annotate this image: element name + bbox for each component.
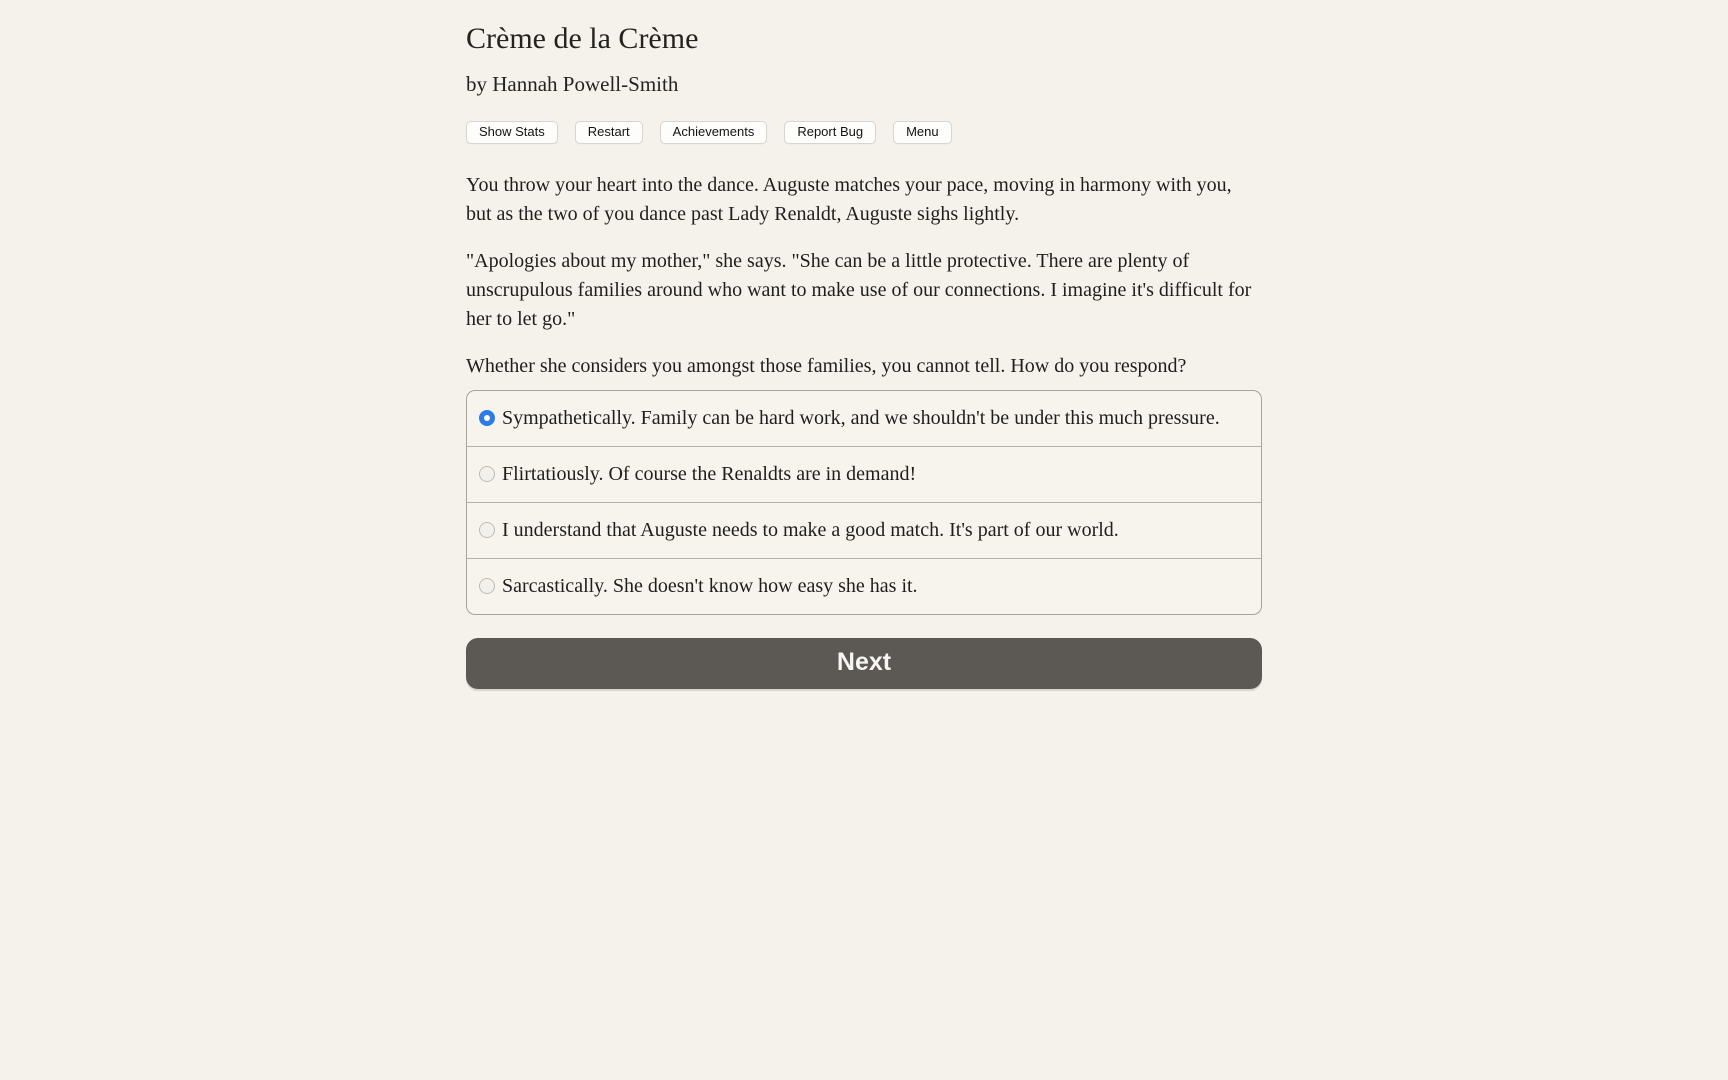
radio-button-icon[interactable] xyxy=(479,466,495,482)
choice-group xyxy=(466,390,1262,615)
toolbar xyxy=(466,121,1262,144)
show-stats-button[interactable]: Show Stats xyxy=(466,121,558,144)
story-text xyxy=(466,171,1262,381)
author-byline: by Hannah Powell-Smith xyxy=(466,72,679,96)
choice-option-sarcastically[interactable] xyxy=(467,559,1261,614)
radio-button-icon[interactable] xyxy=(479,410,495,426)
story-column xyxy=(466,0,1262,689)
choice-label: I understand that Auguste needs to make a good match. It's part of our world. xyxy=(502,519,1119,541)
achievements-button[interactable]: Achievements xyxy=(660,121,768,144)
choice-label: Sarcastically. She doesn't know how easy she has it. xyxy=(502,575,918,597)
report-bug-button[interactable]: Report Bug xyxy=(784,121,876,144)
radio-button-icon[interactable] xyxy=(479,578,495,594)
page-title: Crème de la Crème xyxy=(466,22,699,55)
next-button[interactable]: Next xyxy=(466,638,1262,689)
menu-button[interactable]: Menu xyxy=(893,121,952,144)
choice-label: Sympathetically. Family can be hard work, and we shouldn't be under this much pressure. xyxy=(502,407,1220,429)
story-paragraph: You throw your heart into the dance. Auguste matches your pace, moving in harmony with you, but as the two of you dance past Lady Renaldt, Auguste sighs lightly. xyxy=(466,174,1232,225)
radio-button-icon[interactable] xyxy=(479,522,495,538)
choice-label: Flirtatiously. Of course the Renaldts are in demand! xyxy=(502,463,917,485)
choice-prompt: Whether she considers you amongst those families, you cannot tell. How do you respond? xyxy=(466,355,1187,377)
story-paragraph: "Apologies about my mother," she says. "She can be a little protective. There are plenty of unscrupulous families around who want to make use of our connections. I imagine it's difficult for her to let go." xyxy=(466,250,1252,330)
choice-option-understand[interactable] xyxy=(467,503,1261,559)
restart-button[interactable]: Restart xyxy=(575,121,643,144)
choice-option-sympathetically[interactable] xyxy=(467,391,1261,447)
choice-option-flirtatiously[interactable] xyxy=(467,447,1261,503)
